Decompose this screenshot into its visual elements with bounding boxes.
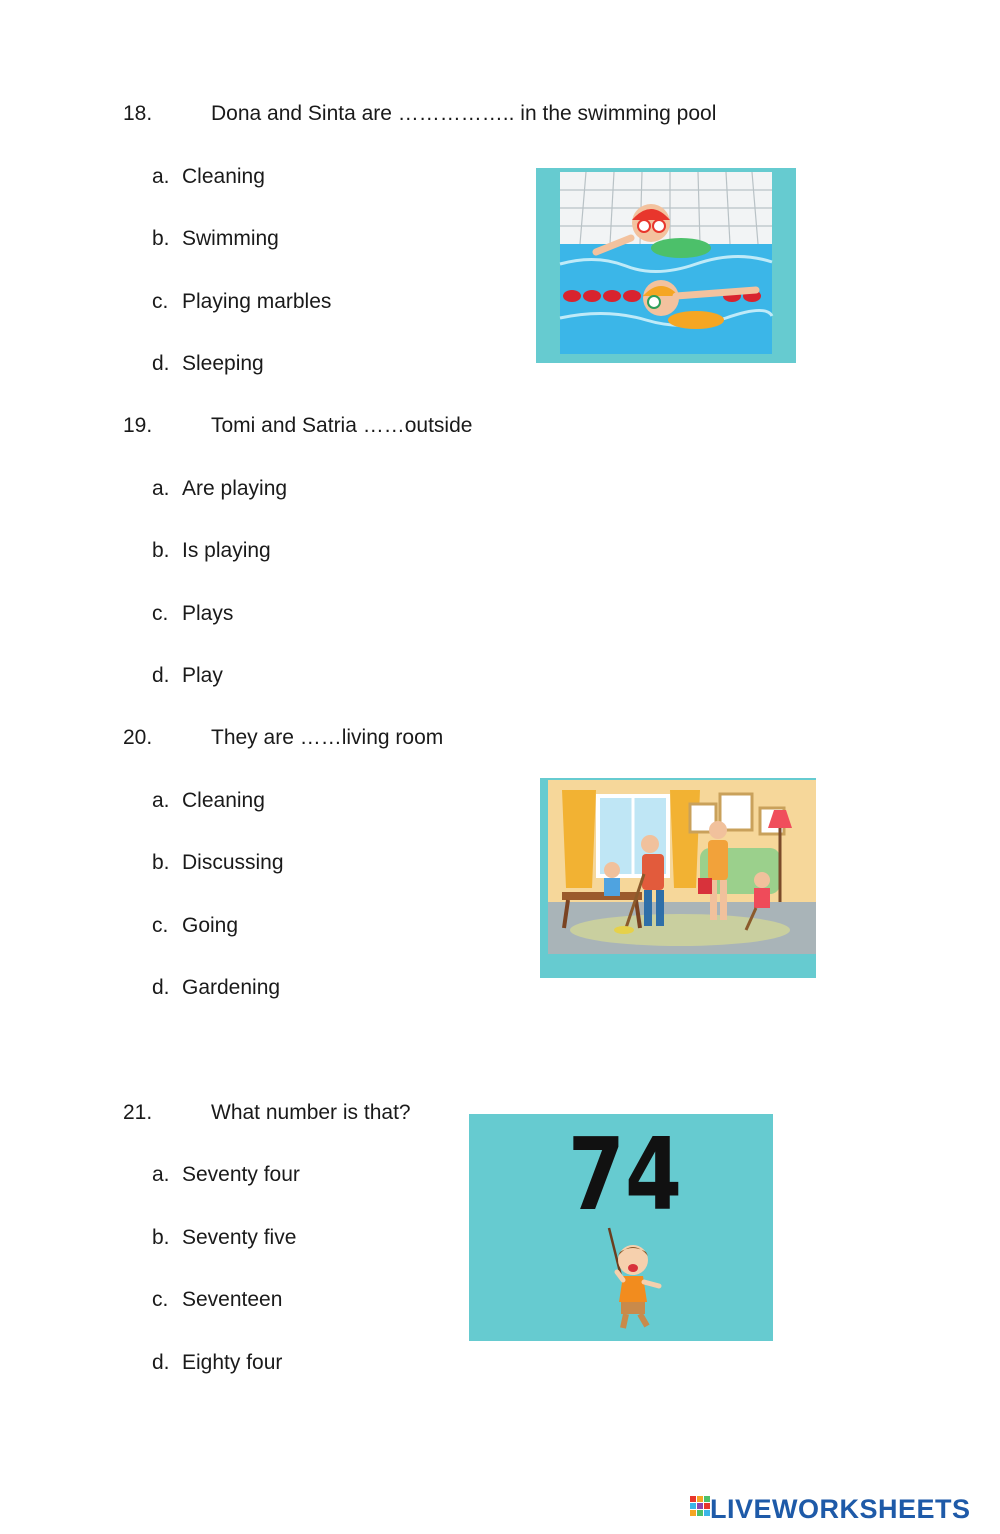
- question-number: 21.: [123, 1101, 153, 1124]
- option-a[interactable]: a. Seventy four: [152, 1163, 300, 1186]
- liveworksheets-logo-icon: [690, 1496, 710, 1522]
- logo-text: LIVEWORKSHEETS: [710, 1493, 971, 1524]
- pointing-boy-icon: [599, 1224, 669, 1334]
- family-cleaning-image: [540, 778, 816, 978]
- option-d[interactable]: d. Gardening: [152, 976, 281, 999]
- option-a[interactable]: a. Cleaning: [152, 789, 265, 812]
- option-c[interactable]: c. Playing marbles: [152, 290, 332, 313]
- question-number: 19.: [123, 414, 153, 437]
- number-74-image: [469, 1114, 773, 1341]
- option-c[interactable]: c. Plays: [152, 602, 234, 625]
- liveworksheets-logo[interactable]: [690, 1492, 971, 1526]
- number-label: 74: [567, 1116, 683, 1233]
- option-c[interactable]: c. Seventeen: [152, 1288, 283, 1311]
- option-d[interactable]: d. Play: [152, 664, 223, 687]
- question-text: What number is that?: [211, 1101, 411, 1124]
- question-text: Dona and Sinta are …………….. in the swimming pool: [211, 102, 717, 125]
- question-number: 20.: [123, 726, 153, 749]
- option-d[interactable]: d. Sleeping: [152, 352, 264, 375]
- option-b[interactable]: b. Swimming: [152, 227, 279, 250]
- question-number: 18.: [123, 102, 153, 125]
- option-a[interactable]: a. Cleaning: [152, 165, 265, 188]
- option-c[interactable]: c. Going: [152, 914, 239, 937]
- option-d[interactable]: d. Eighty four: [152, 1351, 283, 1374]
- option-b[interactable]: b. Discussing: [152, 851, 284, 874]
- question-text: They are ……living room: [211, 726, 444, 749]
- option-b[interactable]: b. Seventy five: [152, 1226, 297, 1249]
- swimming-pool-image: [536, 168, 796, 363]
- option-b[interactable]: b. Is playing: [152, 539, 271, 562]
- option-a[interactable]: a. Are playing: [152, 477, 288, 500]
- question-text: Tomi and Satria ……outside: [211, 414, 473, 437]
